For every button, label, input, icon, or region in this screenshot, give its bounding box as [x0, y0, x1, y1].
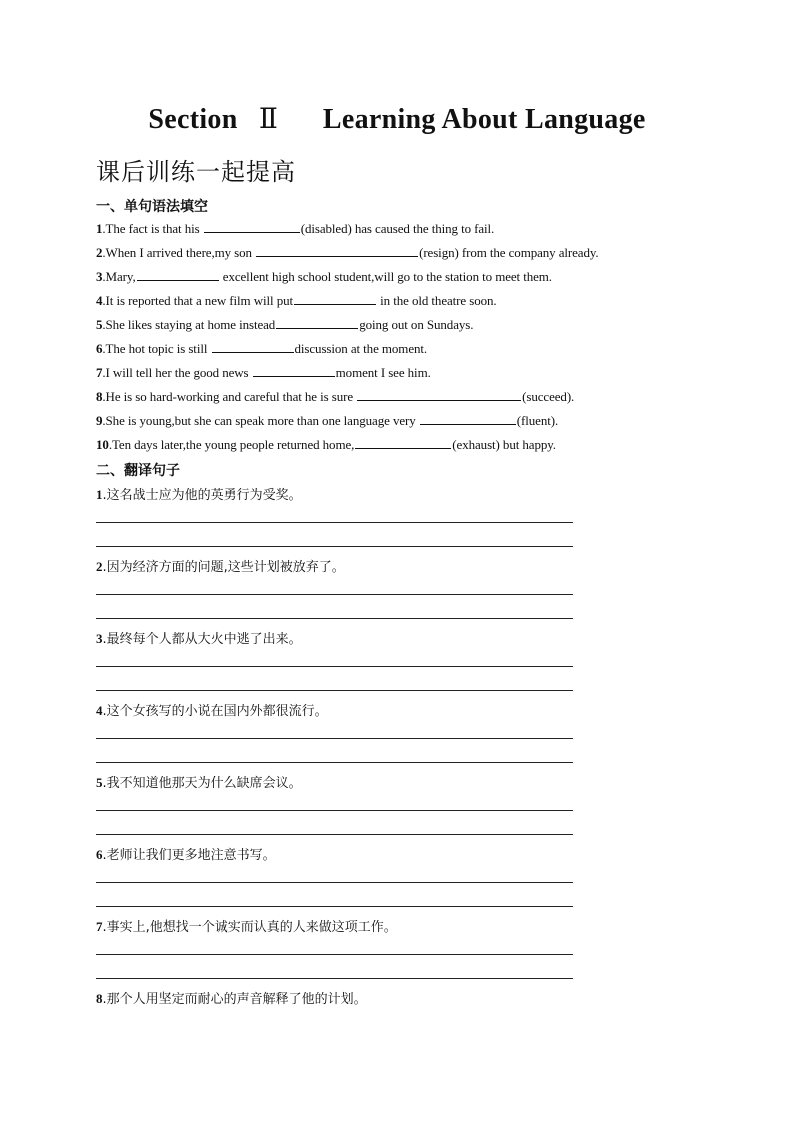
answer-line[interactable] — [96, 546, 573, 547]
part1-heading: 一、单句语法填空 — [96, 199, 208, 215]
answer-line[interactable] — [96, 834, 573, 835]
subtitle: 课后训练一起提高 — [96, 158, 296, 186]
answer-blank[interactable] — [355, 436, 451, 449]
answer-blank[interactable] — [276, 316, 358, 329]
question-4: 4.It is reported that a new film will put in the old theatre soon. — [96, 293, 497, 308]
answer-blank[interactable] — [137, 268, 219, 281]
translation-item-5: 5.我不知道他那天为什么缺席会议。 — [96, 775, 302, 791]
question-5: 5.She likes staying at home instead going out on Sundays. — [96, 317, 474, 332]
answer-line[interactable] — [96, 666, 573, 667]
answer-blank[interactable] — [357, 388, 521, 401]
title-topic: Learning About Language — [322, 104, 646, 135]
translation-item-6: 6.老师让我们更多地注意书写。 — [96, 847, 276, 863]
answer-blank[interactable] — [256, 244, 418, 257]
answer-line[interactable] — [96, 594, 573, 595]
answer-line[interactable] — [96, 690, 573, 691]
answer-line[interactable] — [96, 762, 573, 763]
translation-item-4: 4.这个女孩写的小说在国内外都很流行。 — [96, 703, 328, 719]
answer-blank[interactable] — [212, 340, 294, 353]
answer-line[interactable] — [96, 738, 573, 739]
answer-line[interactable] — [96, 978, 573, 979]
answer-line[interactable] — [96, 954, 573, 955]
title-section: Section — [148, 104, 238, 135]
question-8: 8.He is so hard-working and careful that he is sure (succeed). — [96, 389, 575, 404]
question-3: 3.Mary, excellent high school student,will go to the station to meet them. — [96, 269, 552, 284]
question-2: 2.When I arrived there,my son (resign) from the company already. — [96, 245, 599, 260]
page-title — [0, 102, 794, 136]
question-9: 9.She is young,but she can speak more than one language very (fluent). — [96, 413, 559, 428]
answer-line[interactable] — [96, 522, 573, 523]
part2-heading: 二、翻译句子 — [96, 463, 180, 479]
translation-item-3: 3.最终每个人都从大火中逃了出来。 — [96, 631, 302, 647]
title-roman: Ⅱ — [258, 104, 279, 135]
translation-item-7: 7.事实上,他想找一个诚实而认真的人来做这项工作。 — [96, 919, 397, 935]
answer-line[interactable] — [96, 810, 573, 811]
answer-blank[interactable] — [294, 292, 376, 305]
answer-line[interactable] — [96, 618, 573, 619]
answer-blank[interactable] — [204, 220, 300, 233]
question-1: 1.The fact is that his (disabled) has caused the thing to fail. — [96, 221, 495, 236]
question-7: 7.I will tell her the good news moment I see him. — [96, 365, 431, 380]
answer-blank[interactable] — [253, 364, 335, 377]
answer-line[interactable] — [96, 906, 573, 907]
question-6: 6.The hot topic is still discussion at the moment. — [96, 341, 428, 356]
translation-item-1: 1.这名战士应为他的英勇行为受奖。 — [96, 487, 302, 503]
translation-item-8: 8.那个人用坚定而耐心的声音解释了他的计划。 — [96, 991, 367, 1007]
translation-item-2: 2.因为经济方面的问题,这些计划被放弃了。 — [96, 559, 345, 575]
answer-blank[interactable] — [420, 412, 516, 425]
answer-line[interactable] — [96, 882, 573, 883]
question-10: 10.Ten days later,the young people returned home, (exhaust) but happy. — [96, 437, 556, 452]
